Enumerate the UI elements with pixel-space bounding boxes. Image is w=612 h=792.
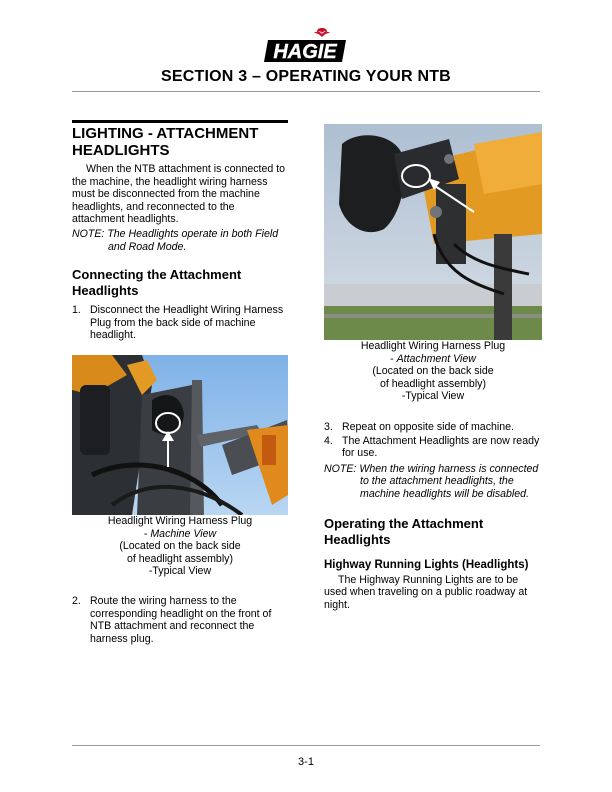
caption-line-2: - Attachment View	[390, 352, 476, 365]
machine-view-photo	[72, 355, 288, 515]
step-2-text: Route the wiring harness to the corresponding headlight on the front of NTB attachment and reconnect the harness plug.	[90, 594, 272, 645]
highway-paragraph: The Highway Running Lights are to be used when traveling on a public roadway at night.	[324, 573, 528, 611]
steps-list-c	[324, 421, 542, 460]
step-1-text: Disconnect the Headlight Wiring Harness Plug from the back side of machine headlight.	[90, 304, 284, 342]
attachment-view-photo	[324, 124, 542, 340]
page-number: 3-1	[298, 756, 314, 768]
subsubheading-highway: Highway Running Lights (Headlights)	[324, 558, 529, 571]
caption-line-2: - Machine View	[143, 527, 217, 540]
intro-paragraph: When the NTB attachment is connected to the machine, the headlight wiring harness must be disconnected from the machine headlights, and reconnected to the attachment headlights.	[72, 163, 286, 226]
caption-line-3: (Located on the back side	[119, 540, 241, 553]
caption-line-1: Headlight Wiring Harness Plug	[107, 514, 253, 527]
step-3	[324, 421, 542, 434]
header-rule	[72, 91, 540, 92]
caption-attachment-view	[324, 340, 542, 403]
caption-line-4: of headlight assembly)	[380, 377, 486, 390]
footer-rule	[72, 745, 540, 746]
subheading-connecting: Connecting the Attachment Headlights	[72, 267, 242, 299]
step-1	[72, 304, 288, 342]
step-3-text: Repeat on opposite side of machine.	[342, 420, 514, 433]
steps-list-b	[72, 595, 288, 645]
step-2	[72, 595, 288, 645]
section-heading: LIGHTING - ATTACHMENT HEADLIGHTS	[72, 120, 288, 159]
caption-line-1: Headlight Wiring Harness Plug	[360, 340, 506, 352]
steps-list-a	[72, 304, 288, 342]
step-2-number: 2.	[72, 594, 81, 607]
caption-line-5: -Typical View	[148, 565, 212, 578]
note-disabled: NOTE: When the wiring harness is connected to the attachment headlights, the machine headlights will be disabled.	[324, 462, 539, 500]
caption-line-4: of headlight assembly)	[127, 552, 233, 565]
left-column	[72, 120, 288, 646]
logo-text: HAGIE	[273, 41, 337, 63]
step-1-number: 1.	[72, 304, 81, 317]
subheading-operating: Operating the Attachment Headlights	[324, 515, 484, 547]
right-column	[324, 124, 542, 613]
section-title: SECTION 3 – OPERATING YOUR NTB	[161, 68, 451, 85]
caption-line-5: -Typical View	[401, 390, 465, 403]
step-4-number: 4.	[324, 434, 333, 447]
caption-machine-view	[72, 515, 288, 578]
step-4	[324, 435, 542, 460]
step-3-number: 3.	[324, 420, 333, 433]
hagie-logo	[262, 26, 350, 66]
caption-line-3: (Located on the back side	[372, 365, 494, 378]
note-field-road: NOTE: The Headlights operate in both Field and Road Mode.	[72, 227, 279, 253]
step-4-text: The Attachment Headlights are now ready for use.	[342, 434, 540, 460]
